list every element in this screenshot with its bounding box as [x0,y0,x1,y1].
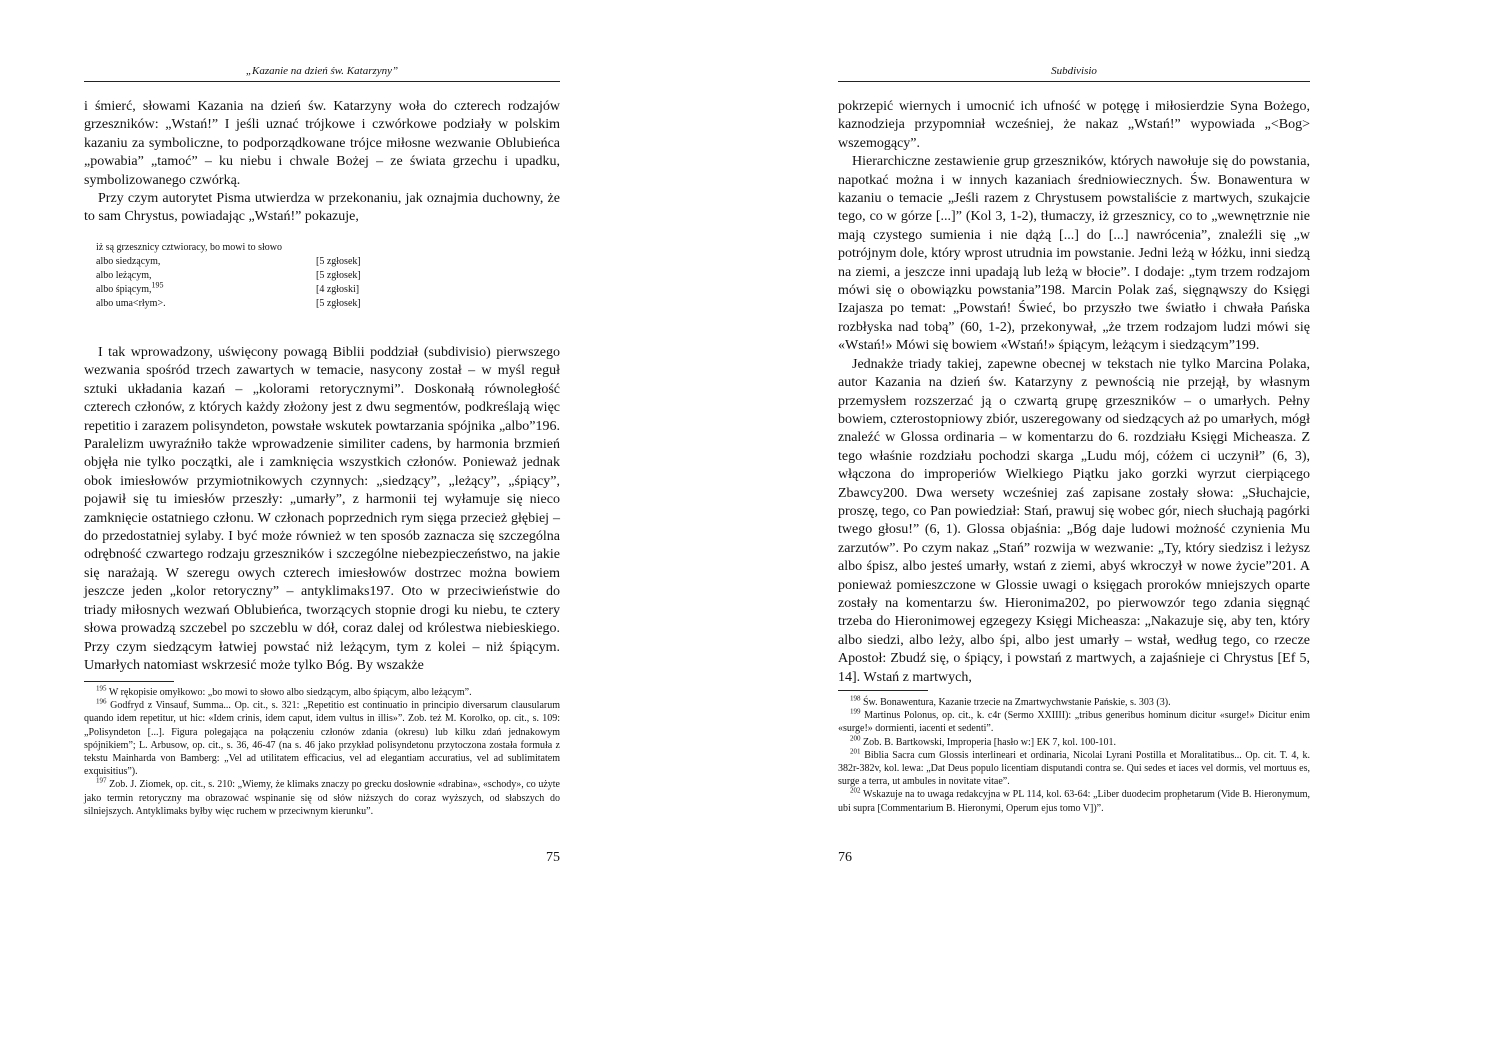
citation-text: albo śpiącym, [96,284,152,295]
footnote-number: 195 [96,684,107,693]
page-number-right: 76 [838,850,852,865]
running-header-right: Subdivisio [838,65,1310,82]
footnote-separator [838,690,928,691]
paragraph: Hierarchiczne zestawienie grup grzeszników, których nawołuje się do powstania, napotkać można i w innych kazaniach średniowiecznych. Św. Bonawentura w kazaniu o temacie „Jeśli razem z Chrystusem powstaliście z martwych, szukajcie tego, co w górze [...]” (Kol 3, 1-2), tłumaczy, iż grzesznicy, co to „wewnętrznie nie mają czystego sumienia i nie dążą [...] do [...] nawrócenia”, znaleźli się „w potrójnym dole, który wprost utrudnia im powstanie. Jedni leżą w łóżku, inni siedzą na ziemi, a jeszcze inni upadają lub leżą w błocie”. I dodaje: „tym trzem rodzajom mówi się o obowiązku powstania”198. Marcin Polak zaś, sięgnąwszy do Księgi Izajasza po temat: „Powstań! Świeć, bo przyszło twe światło i chwała Pańska rozbłyska nad tobą” (60, 1-2), przekonywał, „że trzem rodzajom ludzi mówi się «Wstań!» Mówi się bowiem «Wstań!» śpiącym, leżącym i siedzącym”199. [838,154,1310,354]
citation-row [96,280,386,297]
right-body [838,98,1310,687]
paragraph: pokrzepić wiernych i umocnić ich ufność w potęgę i miłosierdzie Syna Bożego, kaznodzieja przypomniał wcześniej, że nakaz „Wstań!” wypowiada „<Bog> wszemogący”. [838,99,1310,151]
footnote-text: Wskazuje na to uwaga redakcyjna w PL 114, kol. 63-64: „Liber duodecim prophetarum (Vide B. Hieronymum, ubi supra [Commentarium B. Hieronymi, Operum ejus tomo V])”. [838,789,1310,814]
paragraph: I tak wprowadzony, uświęcony powagą Biblii poddział (subdivisio) pierwszego wezwania spośród trzech zawartych w temacie, nasycony został – w myśl reguł sztuki układania kazań – „kolorami retorycznymi”. Doskonałą równoległość czterech członów, z których każdy złożony jest z dwu segmentów, podkreślają więc repetitio i zarazem polisyndeton, powstałe wskutek powtarzania spójnika „albo”196. Paralelizm uwyraźniło także wprowadzenie similiter cadens, by harmonia brzmień objęła nie tylko początki, ale i zamknięcia wszystkich członów. Ponieważ jednak obok imiesłowów przymiotnikowych czynnych: „siedzący”, „leżący”, „śpiący”, pojawił się tu imiesłów przeszły: „umarły”, z harmonii tej wyłamuje się nieco zamknięcie ostatniego członu. W członach poprzednich rym sięga przecież głębiej – do przedostatniej sylaby. I być może również w ten sposób zaznacza się szczególna odrębność czwartego rodzaju grzeszników i szczególne niebezpieczeństwo, na jakie się narażają. W szeregu owych czterech imiesłowów dostrzec można bowiem jeszcze jeden „kolor retoryczny” – antyklimaks197. Oto w przeciwieństwie do triady miłosnych wezwań Oblubieńca, tworzących stopnie drogi ku niebu, te cztery słowa prowadzą szczebel po szczeblu w dół, coraz dalej od królestwa niebieskiego. Przy czym siedzącym łatwiej powstać niż leżącym, tym z kolei – niż śpiącym. Umarłych natomiast wskrzesić może tylko Bóg. By wszakże [84,345,560,673]
syllable-count: [5 zgłosek] [316,256,361,267]
footnote-separator [84,681,174,682]
citation-intro: iż są grzesznicy cztwioracy, bo mowi to słowo [96,242,282,253]
footnote-text: Godfryd z Vinsauf, Summa... Op. cit., s. 321: „Repetitio est continuatio in principio diversarum clausularum quando idem repetitur, ut hic: «Idem crinis, idem caput, idem vultus in illis»”. Zob. też M. Korolko, op. cit., s. 109: „Polisyndeton [...]. Figura polegająca na połączeniu członów zdania (okresu) lub kilku zdań jednakowym spójnikiem”; L. Arbusow, op. cit., s. 36, 46-47 (na s. 46 jako przykład polisyndetonu przytoczona została formuła z tekstu Mainharda von Bamberg: „Vel ad utilitatem efficacius, vel ad elegantiam accuratius, vel ad sublimitatem exquisitius”). [84,700,560,778]
footnote [838,749,1310,789]
syllable-count: [5 zgłosek] [316,270,361,281]
citation-block [96,241,386,311]
running-header-left: „Kazanie na dzień św. Katarzyny” [84,65,560,82]
footnote-ref[interactable]: 195 [151,280,164,290]
footnote-number: 201 [850,747,861,756]
citation-row [96,297,386,311]
footnote-number: 198 [850,694,861,703]
paragraph: Przy czym autorytet Pisma utwierdza w przekonaniu, jak oznajmia duchowny, że to sam Chrystus, powiadając „Wstań!” pokazuje, [84,191,560,225]
citation-text: albo siedzącym, [96,256,161,267]
citation-text: albo uma<rłym>. [96,298,166,309]
footnote-text: Zob. B. Bartkowski, Improperia [hasło w:] EK 7, kol. 100-101. [863,736,1117,748]
footnote [84,686,560,699]
citation-row [96,255,386,269]
left-body-main [84,330,560,689]
footnote-text: Biblia Sacra cum Glossis interlineari et ordinaria, Nicolai Lyrani Postilla et Moralitatibus... Op. cit. T. 4, k. 382r-382v, kol. lewa: „Dat Deus populo licentiam disputandi contra se. Qui sedes et iaces vel dormis, vel mortuus es, surge a terra, ut ambules in novitate vitae”. [838,749,1311,788]
page-number-left: 75 [546,850,560,865]
syllable-count: [5 zgłosek] [316,298,361,309]
syllable-count: [4 zgłoski] [316,284,360,295]
footnotes-left [84,686,560,818]
footnote-text: Zob. J. Ziomek, op. cit., s. 210: „Wiemy, że klimaks znaczy po grecku dosłownie «drabina», «schody», co użyte jako termin retoryczny ma obrazować wspinanie się od słów niższych do coraz wyższych, od słabszych do silniejszych. Antyklimaks byłby więc ruchem w przeciwnym kierunku”. [84,779,560,817]
footnote [84,699,560,778]
footnote [838,736,1310,749]
footnote-text: Martinus Polonus, op. cit., k. c4r (Sermo XXIIII): „tribus generibus hominum dicitur «surge!» Dicitur enim «surge!» dormienti, iacenti et sedenti”. [838,710,1311,735]
footnote-number: 196 [96,697,107,706]
footnotes-right [838,696,1310,815]
paragraph: Jednakże triady takiej, zapewne obecnej w tekstach nie tylko Marcina Polaka, autor Kazania na dzień św. Katarzyny z pewnością nie przejął, by własnym przemysłem rozszerzać ją o czwartą grupę grzeszników – o umarłych. Pełny bowiem, czterostopniowy zbiór, uszeregowany od siedzących aż po umarłych, mógł znaleźć w Glossa ordinaria – w komentarzu do 6. rozdziału Księgi Micheasza. Z tego właśnie rozdziału pochodzi skarga „Ludu mój, cóżem ci uczynił” (6, 3), włączona do improperiów Wielkiego Piątku jako gorzki wyrzut cierpiącego Zbawcy200. Dwa wersety wcześniej zaś zapisane zostały słowa: „Słuchajcie, proszę, tego, co Pan powiedział: Stań, prawuj się wobec gór, niech słuchają pagórki twego głosu!” (6, 1). Glossa objaśnia: „Bóg daje ludowi możność czynienia Mu zarzutów”. Po czym nakaz „Stań” rozwija w wezwanie: „Ty, który siedzisz i leżysz albo śpisz, albo jesteś umarły, wstań z ziemi, abyś wkroczył w nowe życie”201. A ponieważ pomieszczone w Glossie uwagi o księgach proroków mniejszych oparte zostały na komentarzu św. Hieronima202, po pierwowzór tego zdania sięgnąć trzeba do Hieronimowej egzegezy Księgi Micheasza: „Nakazuje się, aby ten, który albo siedzi, albo leży, albo śpi, albo jest umarły – wstał, według tego, co rzecze Apostoł: Zbudź się, o śpiący, i powstań z martwych, a zajaśnieje ci Chrystus [Ef 5, 14]. Wstań z martwych, [838,356,1310,685]
citation-text-with-sup [96,280,296,297]
footnote-number: 199 [850,707,861,716]
paragraph: i śmierć, słowami Kazania na dzień św. Katarzyny woła do czterech rodzajów grzeszników: „Wstań!” I jeśli uznać trójkowe i czwórkowe podziały w polskim kazaniu za symboliczne, to podporządkowane trójce miłosne wezwanie Oblubieńca „powabia” „tamoć” – ku niebu i chwale Bożej – ze świata grzechu i upadku, symbolizowanego czwórką. [84,99,560,188]
citation-row [96,269,386,283]
footnote-text: W rękopisie omyłkowo: „bo mowi to słowo albo siedzącym, albo śpiącym, albo leżącym”. [108,687,472,698]
right-page [750,0,1500,1059]
footnote-text: Św. Bonawentura, Kazanie trzecie na Zmartwychwstanie Pańskie, s. 303 (3). [863,697,1171,708]
footnote-number: 197 [96,777,107,786]
footnote [838,709,1310,735]
footnote-number: 200 [850,734,861,743]
footnote [838,696,1310,709]
citation-text: albo leżącym, [96,270,152,281]
left-body-top [84,98,560,227]
footnote [84,778,560,818]
footnote [838,788,1310,814]
footnote-number: 202 [850,787,861,796]
